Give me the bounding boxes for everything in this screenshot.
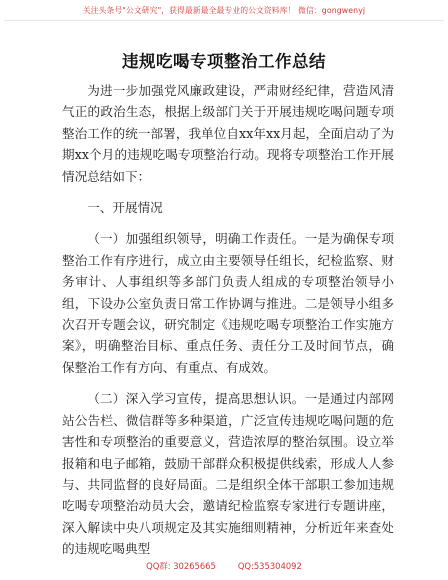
intro-paragraph: 为进一步加强党风廉政建设，严肃财经纪律，营造风清气正的政治生态，根据上级部门关于开展违规吃喝问题专项整治工作的统一部署，我单位自xx年xx月起，全面启动了为期xx个月的违规吃喝专项整治行动。现将专项整治工作开展情况总结如下：	[62, 83, 394, 184]
document-body	[62, 80, 394, 560]
footer	[0, 560, 448, 572]
top-banner	[4, 0, 444, 21]
footer-qq-group: QQ群: 30265665	[146, 561, 216, 571]
banner-text: 关注头条号"公文研究"，获得最新最全最专业的公文资料库！ 微信：gongwenyj	[82, 5, 366, 15]
body-paragraph: （一）加强组织领导，明确工作责任。一是为确保专项整治工作有序进行，成立由主要领导任组长，纪检监察、财务审计、人事组织等多部门负责人组成的专项整治领导小组，下设办公室负责日常工作协调与推进。二是领导小组多次召开专题会议，研究制定《违规吃喝专项整治工作实施方案》，明确整治目标、重点任务、责任分工及时间节点，确保整治工作有方向、有重点、有成效。	[62, 231, 394, 375]
footer-qq: QQ:535304092	[237, 561, 302, 571]
section-heading: 一、开展情况	[87, 200, 163, 216]
body-paragraph: （二）深入学习宣传，提高思想认识。一是通过内部网站公告栏、微信群等多种渠道，广泛宣传违规吃喝问题的危害性和专项整治的重要意义，营造浓厚的整治氛围。设立举报箱和电子邮箱，鼓励干部群众积极提供线索，形成人人参与、共同监督的良好局面。二是组织全体干部职工参加违规吃喝专项整治动员大会，邀请纪检监察专家进行专题讲座，深入解读中央八项规定及其实施细则精神，分析近年来查处的违规吃喝典型	[62, 391, 394, 557]
document-title: 违规吃喝专项整治工作总结	[122, 52, 326, 71]
